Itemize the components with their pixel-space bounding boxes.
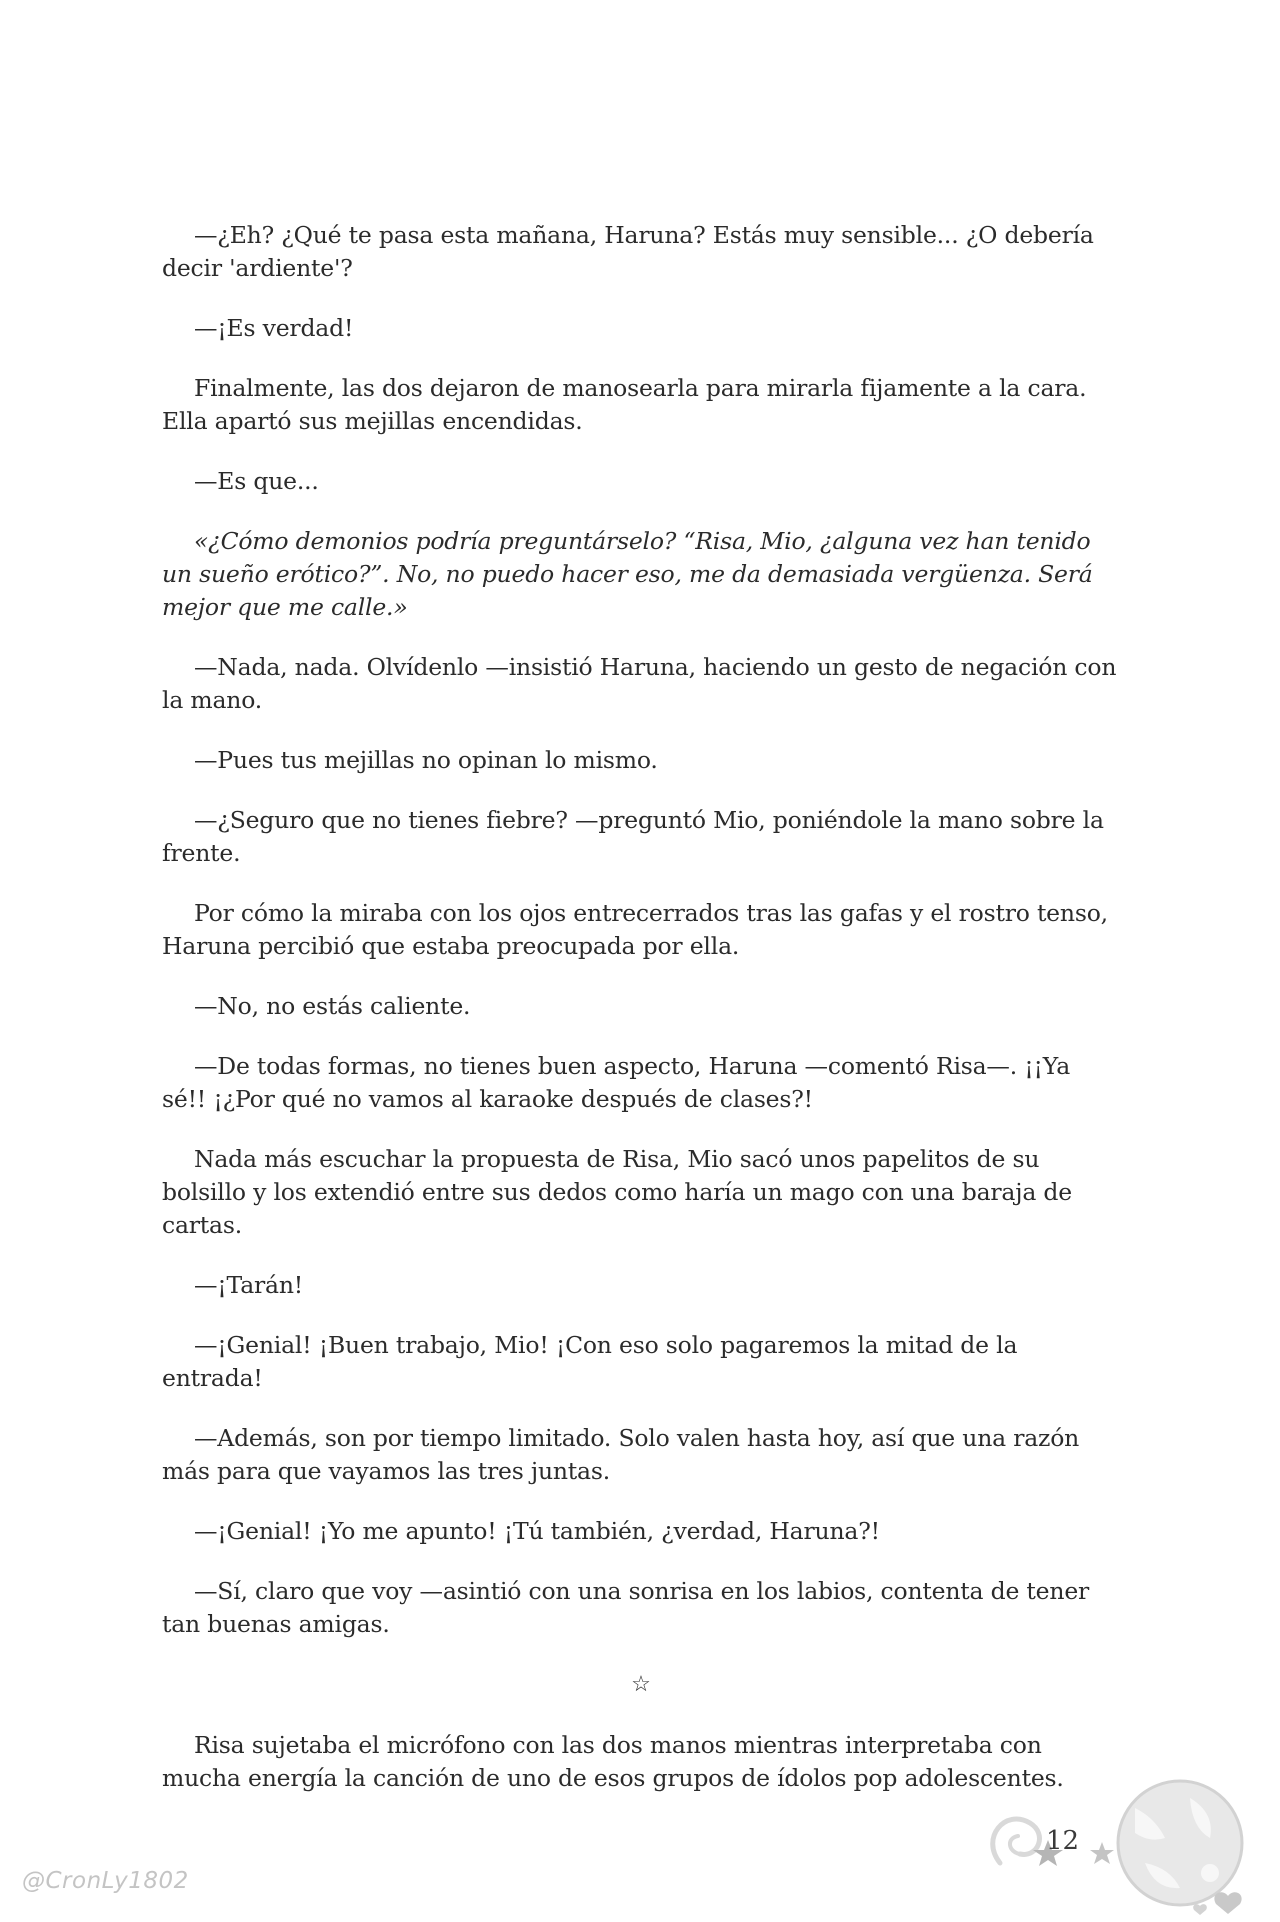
paragraph: —¡Genial! ¡Yo me apunto! ¡Tú también, ¿verdad, Haruna?! (194, 1517, 880, 1545)
paragraph: —Además, son por tiempo limitado. Solo valen hasta hoy, así que una razón más para que vayamos las tres juntas. (162, 1424, 1080, 1485)
inner-thought-paragraph: «¿Cómo demonios podría preguntárselo? “Risa, Mio, ¿alguna vez han tenido un sueño erótico?”. No, no puedo hacer eso, me da demasiada vergüenza. Será mejor que me calle.» (162, 527, 1093, 621)
paragraph: —No, no estás caliente. (194, 992, 471, 1020)
page-body (162, 219, 1120, 1822)
paragraph: —¡Tarán! (194, 1271, 304, 1299)
watermark: @CronLy1802 (22, 1868, 189, 1894)
paragraph: —Es que... (194, 467, 319, 495)
scene-break-star-icon: ☆ (631, 1672, 651, 1697)
paragraph: —Pues tus mejillas no opinan lo mismo. (194, 746, 658, 774)
paragraph: —¿Eh? ¿Qué te pasa esta mañana, Haruna? Estás muy sensible... ¿O debería decir 'ardiente'? (162, 221, 1094, 282)
paragraph: —Nada, nada. Olvídenlo —insistió Haruna, haciendo un gesto de negación con la mano. (162, 653, 1117, 714)
paragraph: —¿Seguro que no tienes fiebre? —preguntó Mio, poniéndole la mano sobre la frente. (162, 806, 1104, 867)
paragraph: Nada más escuchar la propuesta de Risa, Mio sacó unos papelitos de su bolsillo y los extendió entre sus dedos como haría un mago con una baraja de cartas. (162, 1145, 1072, 1239)
paragraph: —¡Genial! ¡Buen trabajo, Mio! ¡Con eso solo pagaremos la mitad de la entrada! (162, 1331, 1018, 1392)
paragraph: —¡Es verdad! (194, 314, 354, 342)
paragraph: Risa sujetaba el micrófono con las dos manos mientras interpretaba con mucha energía la canción de uno de esos grupos de ídolos pop adolescentes. (162, 1731, 1064, 1792)
paragraph: —De todas formas, no tienes buen aspecto, Haruna —comentó Risa—. ¡¡Ya sé!! ¡¿Por qué no vamos al karaoke después de clases?! (162, 1052, 1071, 1113)
paragraph: Finalmente, las dos dejaron de manosearla para mirarla fijamente a la cara. Ella apartó sus mejillas encendidas. (162, 374, 1087, 435)
page-number: 12 (1046, 1826, 1080, 1856)
moon-star-ornament-icon (960, 1768, 1260, 1918)
paragraph: Por cómo la miraba con los ojos entrecerrados tras las gafas y el rostro tenso, Haruna percibió que estaba preocupada por ella. (162, 899, 1108, 960)
paragraph: —Sí, claro que voy —asintió con una sonrisa en los labios, contenta de tener tan buenas amigas. (162, 1577, 1090, 1638)
